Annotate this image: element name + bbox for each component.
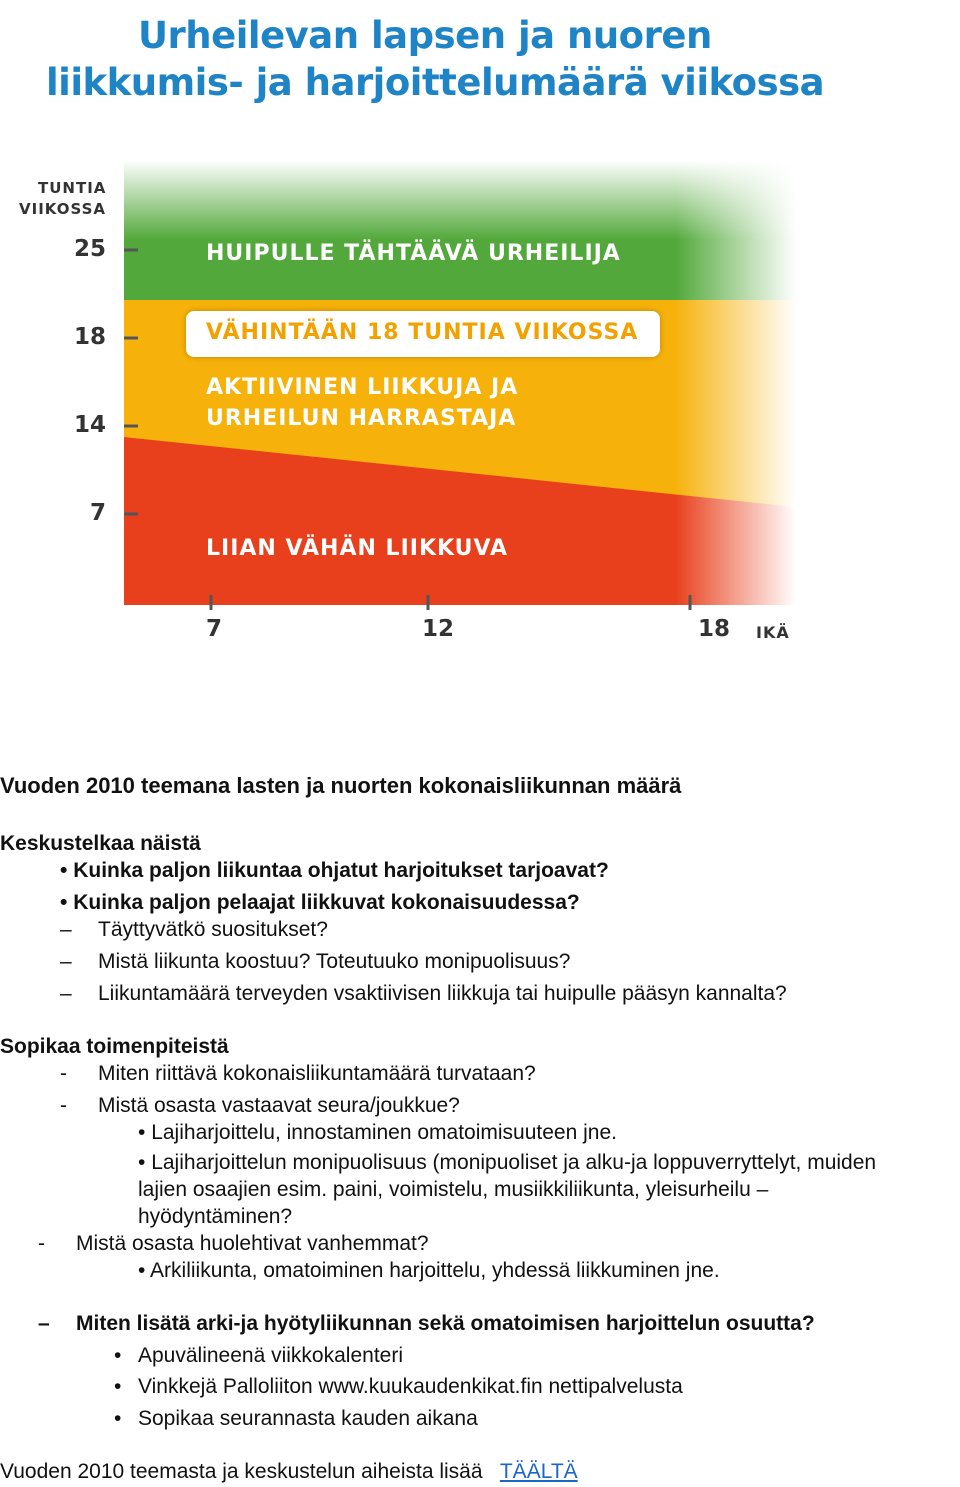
dash: – <box>60 982 72 1005</box>
bullet: • <box>60 859 68 882</box>
list-item <box>114 1340 121 1371</box>
list-item <box>138 1255 720 1286</box>
list-item <box>60 946 72 977</box>
dash: – <box>60 950 72 973</box>
y-axis-caption-line1: TUNTIA <box>38 179 107 197</box>
list-item-text: Arkiliikunta, omatoiminen harjoittelu, yhdessä liikkuminen jne. <box>150 1259 720 1282</box>
list-item <box>114 1371 121 1402</box>
bullet: • <box>114 1375 122 1398</box>
footer-text: Vuoden 2010 teemasta ja keskustelun aiheista lisää <box>0 1460 483 1483</box>
list-item <box>60 1058 67 1089</box>
list-item-text: Sopikaa seurannasta kauden aikana <box>138 1407 478 1430</box>
x-tick-label: 12 <box>421 616 454 642</box>
doc-heading: Vuoden 2010 teemana lasten ja nuorten kokonaisliikunnan määrä <box>0 773 682 798</box>
bullet: • <box>138 1259 146 1282</box>
list-item-text: Kuinka paljon pelaajat liikkuvat kokonaisuudessa? <box>73 891 580 914</box>
zone-label-low: LIIAN VÄHÄN LIIKKUVA <box>206 536 509 561</box>
x-tick-label: 7 <box>205 616 222 642</box>
list-item-text: Mistä osasta vastaavat seura/joukkue? <box>98 1094 460 1117</box>
list-item-text: Mistä osasta huolehtivat vanhemmat? <box>76 1232 429 1255</box>
list-item-text: Lajiharjoittelu, innostaminen omatoimisuuteen jne. <box>151 1121 617 1144</box>
discuss-heading: Keskustelkaa näistä <box>0 832 201 855</box>
list-item-text: hyödyntäminen? <box>138 1205 293 1228</box>
list-item-text: lajien osaajien esim. paini, voimistelu, musiikkiliikunta, yleisurheilu – <box>138 1178 769 1201</box>
list-item-text: Täyttyvätkö suositukset? <box>98 918 328 941</box>
footer <box>0 1456 578 1487</box>
increase-heading: Miten lisätä arki-ja hyötyliikunnan sekä omatoimisen harjoittelun osuutta? <box>76 1312 815 1335</box>
list-item-text: Mistä liikunta koostuu? Toteutuuko monipuolisuus? <box>98 950 571 973</box>
footer-link[interactable]: TÄÄLTÄ <box>499 1460 578 1483</box>
hyphen: - <box>38 1232 45 1255</box>
dash: – <box>38 1312 50 1335</box>
bullet: • <box>60 891 68 914</box>
infographic-title-line1: Urheilevan lapsen ja nuoren <box>138 14 712 57</box>
list-item <box>114 1403 121 1434</box>
list-item <box>60 1090 67 1121</box>
list-item-text: Vinkkejä Palloliiton www.kuukaudenkikat.fin nettipalvelusta <box>138 1375 683 1398</box>
zone-label-minimum: VÄHINTÄÄN 18 TUNTIA VIIKOSSA <box>206 320 639 345</box>
y-tick-label: 14 <box>73 412 106 438</box>
dash: – <box>60 918 72 941</box>
list-item-text: Kuinka paljon liikuntaa ohjatut harjoitukset tarjoavat? <box>73 859 609 882</box>
y-tick-label: 25 <box>73 236 106 262</box>
bullet: • <box>138 1121 146 1144</box>
agree-heading: Sopikaa toimenpiteistä <box>0 1035 229 1058</box>
list-item <box>60 978 72 1009</box>
list-item <box>60 855 609 886</box>
hyphen: - <box>60 1094 67 1117</box>
x-tick-label: 18 <box>697 616 730 642</box>
infographic-title-line2: liikkumis- ja harjoittelumäärä viikossa <box>46 61 825 104</box>
list-item <box>38 1308 50 1339</box>
list-item-text: Miten riittävä kokonaisliikuntamäärä turvataan? <box>98 1062 536 1085</box>
list-item-text: Apuvälineenä viikkokalenteri <box>138 1344 403 1367</box>
list-item <box>38 1228 45 1259</box>
y-axis-caption-line2: VIIKOSSA <box>19 200 107 218</box>
list-item <box>60 914 72 945</box>
bullet: • <box>114 1344 122 1367</box>
y-tick-label: 7 <box>89 500 106 526</box>
x-axis-caption: IKÄ <box>756 623 790 642</box>
hyphen: - <box>60 1062 67 1085</box>
list-item-text: Lajiharjoittelun monipuolisuus (monipuoliset ja alku-ja loppuverryttelyt, muiden <box>151 1151 877 1174</box>
zone-label-top: HUIPULLE TÄHTÄÄVÄ URHEILIJA <box>206 241 621 266</box>
bullet: • <box>138 1151 146 1174</box>
list-item-text: Liikuntamäärä terveyden vsaktiivisen liikkuja tai huipulle pääsyn kannalta? <box>98 982 787 1005</box>
bullet: • <box>114 1407 122 1430</box>
y-tick-label: 18 <box>73 324 106 350</box>
zone-label-mid-line2: URHEILUN HARRASTAJA <box>206 406 517 431</box>
list-item <box>138 1117 617 1148</box>
zone-label-mid-line1: AKTIIVINEN LIIKKUJA JA <box>206 375 519 400</box>
